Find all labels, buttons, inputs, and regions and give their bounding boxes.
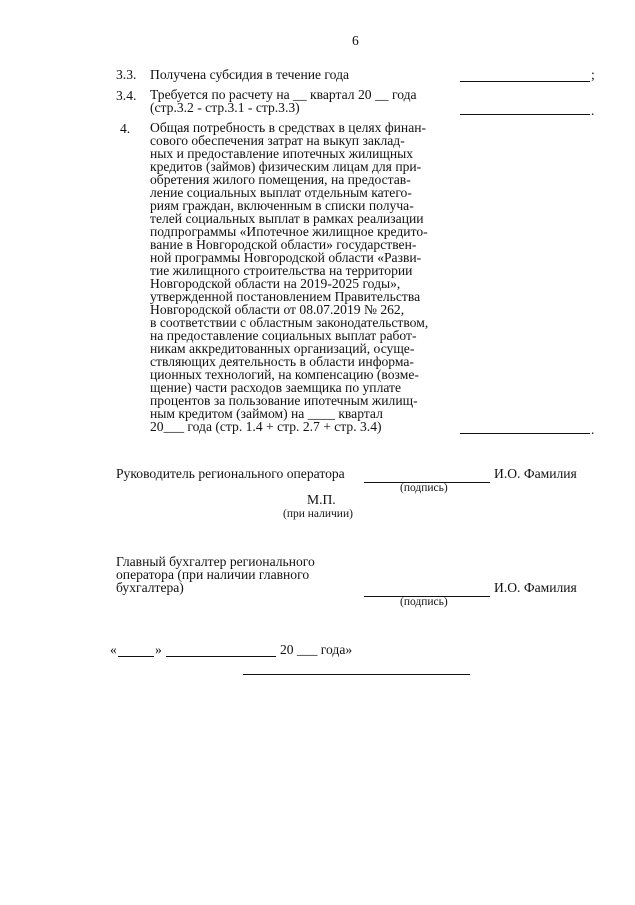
stamp-label: М.П. xyxy=(307,492,336,507)
accountant-label-line: бухгалтера) xyxy=(116,580,184,595)
item-text-line: Получена субсидия в течение года xyxy=(150,67,350,82)
item-text-line: Общая потребность в средствах в целях финан- xyxy=(150,120,427,135)
item-text-line: подпрограммы «Ипотечное жилищное кредито- xyxy=(150,224,428,239)
item-text-line: вание в Новгородской области» государствен- xyxy=(150,237,417,252)
item-text-line: телей социальных выплат в рамках реализации xyxy=(150,211,424,226)
date-year-text: 20 ___ года» xyxy=(280,642,353,657)
item-number: 3.4. xyxy=(116,88,137,103)
accountant-label-line: оператора (при наличии главного xyxy=(116,567,310,582)
value-blank-line xyxy=(460,114,590,115)
item-text-line: на предоставление социальных выплат работ- xyxy=(150,328,417,343)
item-text-line: ным кредитом (займом) на ____ квартал xyxy=(150,406,383,421)
item-text-line: тие жилищного строительства на территории xyxy=(150,263,413,278)
item-text-line: ление социальных выплат отдельным катего- xyxy=(150,185,412,200)
item-text-line: ной программы Новгородской области «Разви- xyxy=(150,250,422,265)
date-open-quote: « xyxy=(110,642,117,657)
item-text-line: щение) части расходов заемщика по уплате xyxy=(150,380,402,395)
item-text-line: ционных технологий, на компенсацию (возме- xyxy=(150,367,419,382)
item-text-line: кредитов (займов) физическим лицам для при- xyxy=(150,159,422,174)
item-text-line: процентов за пользование ипотечным жилищ- xyxy=(150,393,418,408)
head-signatory-label: Руководитель регионального оператора xyxy=(116,466,345,481)
date-month-blank xyxy=(166,656,276,657)
head-signatory-name: И.О. Фамилия xyxy=(494,466,577,481)
item-text-line: никам аккредитованных организаций, осуще- xyxy=(150,341,415,356)
item-text-line: (стр.3.2 - стр.3.1 - стр.3.3) xyxy=(150,100,300,115)
item-text-line: сового обеспечения затрат на выкуп заклад- xyxy=(150,133,405,148)
item-text-line: ных и предоставление ипотечных жилищных xyxy=(150,146,414,161)
closing-rule xyxy=(243,674,470,675)
item-number: 3.3. xyxy=(116,67,137,82)
value-blank-line xyxy=(460,81,590,82)
line-end-punct: ; xyxy=(591,67,595,82)
item-number: 4. xyxy=(120,121,131,136)
page-number: 6 xyxy=(352,33,359,48)
signature-caption: (подпись) xyxy=(400,482,448,494)
value-blank-line xyxy=(460,433,590,434)
item-text-line: утвержденной постановлением Правительства xyxy=(150,289,421,304)
accountant-label-line: Главный бухгалтер регионального xyxy=(116,554,315,569)
line-end-punct: . xyxy=(591,103,595,118)
item-text-line: Требуется по расчету на __ квартал 20 __ года xyxy=(150,87,417,102)
date-close-quote: » xyxy=(155,642,162,657)
accountant-name: И.О. Фамилия xyxy=(494,580,577,595)
line-end-punct: . xyxy=(591,422,595,437)
item-text-line: Новгородской области на 2019-2025 годы», xyxy=(150,276,401,291)
item-text-line: ствляющих деятельность в области информа- xyxy=(150,354,414,369)
signature-caption: (подпись) xyxy=(400,596,448,608)
stamp-note: (при наличии) xyxy=(283,508,353,520)
item-text-line: 20___ года (стр. 1.4 + стр. 2.7 + стр. 3.4) xyxy=(150,419,382,434)
item-text-line: обретения жилого помещения, на предостав- xyxy=(150,172,411,187)
item-text-line: риям граждан, включенным в списки получа- xyxy=(150,198,414,213)
item-text-line: Новгородской области от 08.07.2019 № 262, xyxy=(150,302,405,317)
item-text-line: в соответствии с областным законодательством, xyxy=(150,315,429,330)
date-day-blank xyxy=(118,656,154,657)
